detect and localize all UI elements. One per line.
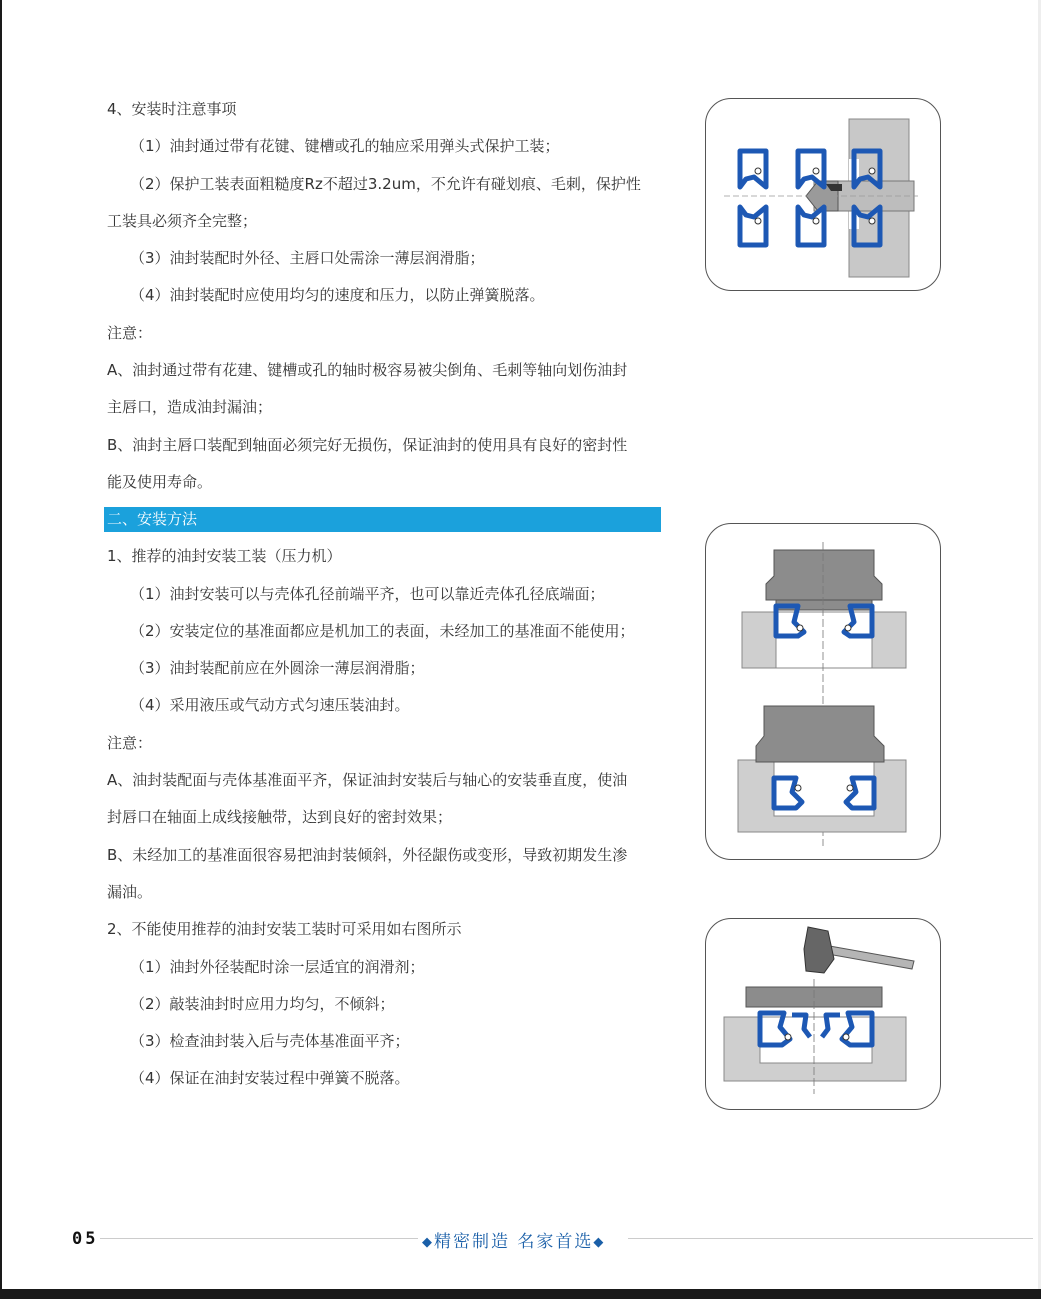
sub2-item: （2）敲装油封时应用力均匀，不倾斜； [130,994,395,1013]
sub1-heading: 1、推荐的油封安装工装（压力机） [107,547,342,566]
section4-item: （4）油封装配时应使用均匀的速度和压力，以防止弹簧脱落。 [130,286,545,305]
main-text-column [107,91,667,1098]
section4-heading: 4、安装时注意事项 [107,100,237,118]
page-number: 05 [72,1229,99,1249]
page-frame-left [0,0,2,1299]
sub1-note: B、未经加工的基准面很容易把油封装倾斜，外径龈伤或变形，导致初期发生渗 [107,845,628,864]
section4-item: （2）保护工装表面粗糙度Rz不超过3.2um，不允许有碰划痕、毛刺，保护性 [130,174,641,193]
diamond-icon: ◆ [422,1235,434,1250]
sub1-note: 漏油。 [107,882,153,901]
sub1-item: （1）油封安装可以与壳体孔径前端平齐，也可以靠近壳体孔径底端面； [130,584,605,603]
sub2-item: （1）油封外径装配时涂一层适宜的润滑剂； [130,957,425,976]
figure-hammer-installation [705,918,941,1110]
footer-divider-left [100,1238,418,1239]
sub1-note-label: 注意： [107,733,153,752]
sub1-item: （4）采用液压或气动方式匀速压装油封。 [130,696,410,715]
sub2-item: （4）保证在油封安装过程中弹簧不脱落。 [130,1069,410,1088]
sub2-heading: 2、不能使用推荐的油封安装工装时可采用如右图所示 [107,920,462,939]
press-tooling-illustration [706,524,939,858]
section4-note: 主唇口，造成油封漏油； [107,398,273,417]
section-title-bar: 二、安装方法 [104,507,661,532]
sub1-note: A、油封装配面与壳体基准面平齐，保证油封安装后与轴心的安装垂直度，使油 [107,771,628,790]
press-view-bottom-seated [738,706,906,832]
footer-slogan-text: 精密制造 名家首选 [434,1232,594,1252]
figure-press-tooling [705,523,941,860]
footer-slogan [422,1227,605,1252]
section4-note: 能及使用寿命。 [107,472,213,491]
figure-protective-tooling [705,98,941,291]
footer-divider-right [628,1238,1033,1239]
section4-item: （3）油封装配时外径、主唇口处需涂一薄层润滑脂； [130,249,485,268]
page-frame-bottom [0,1289,1041,1299]
sub2-item: （3）检查油封装入后与壳体基准面平齐； [130,1032,410,1051]
section4-note: B、油封主唇口装配到轴面必须完好无损伤，保证油封的使用具有良好的密封性 [107,435,628,454]
protective-tooling-illustration [706,99,939,289]
section4-note: A、油封通过带有花建、键槽或孔的轴时极容易被尖倒角、毛刺等轴向划伤油封 [107,361,628,380]
sub1-note: 封唇口在轴面上成线接触带，达到良好的密封效果； [107,808,453,827]
section4-item: （1）油封通过带有花键、键槽或孔的轴应采用弹头式保护工装； [130,137,560,156]
sub1-item: （2）安装定位的基准面都应是机加工的表面，未经加工的基准面不能使用； [130,621,635,640]
hammer-icon [804,927,914,973]
hammer-installation-illustration [706,919,939,1108]
section4-item-continuation: 工装具必须齐全完整； [107,211,258,230]
section4-note-label: 注意： [107,323,153,342]
press-view-front-flush [742,550,906,668]
sub1-item: （3）油封装配前应在外圆涂一薄层润滑脂； [130,659,425,678]
diamond-icon: ◆ [593,1235,606,1250]
